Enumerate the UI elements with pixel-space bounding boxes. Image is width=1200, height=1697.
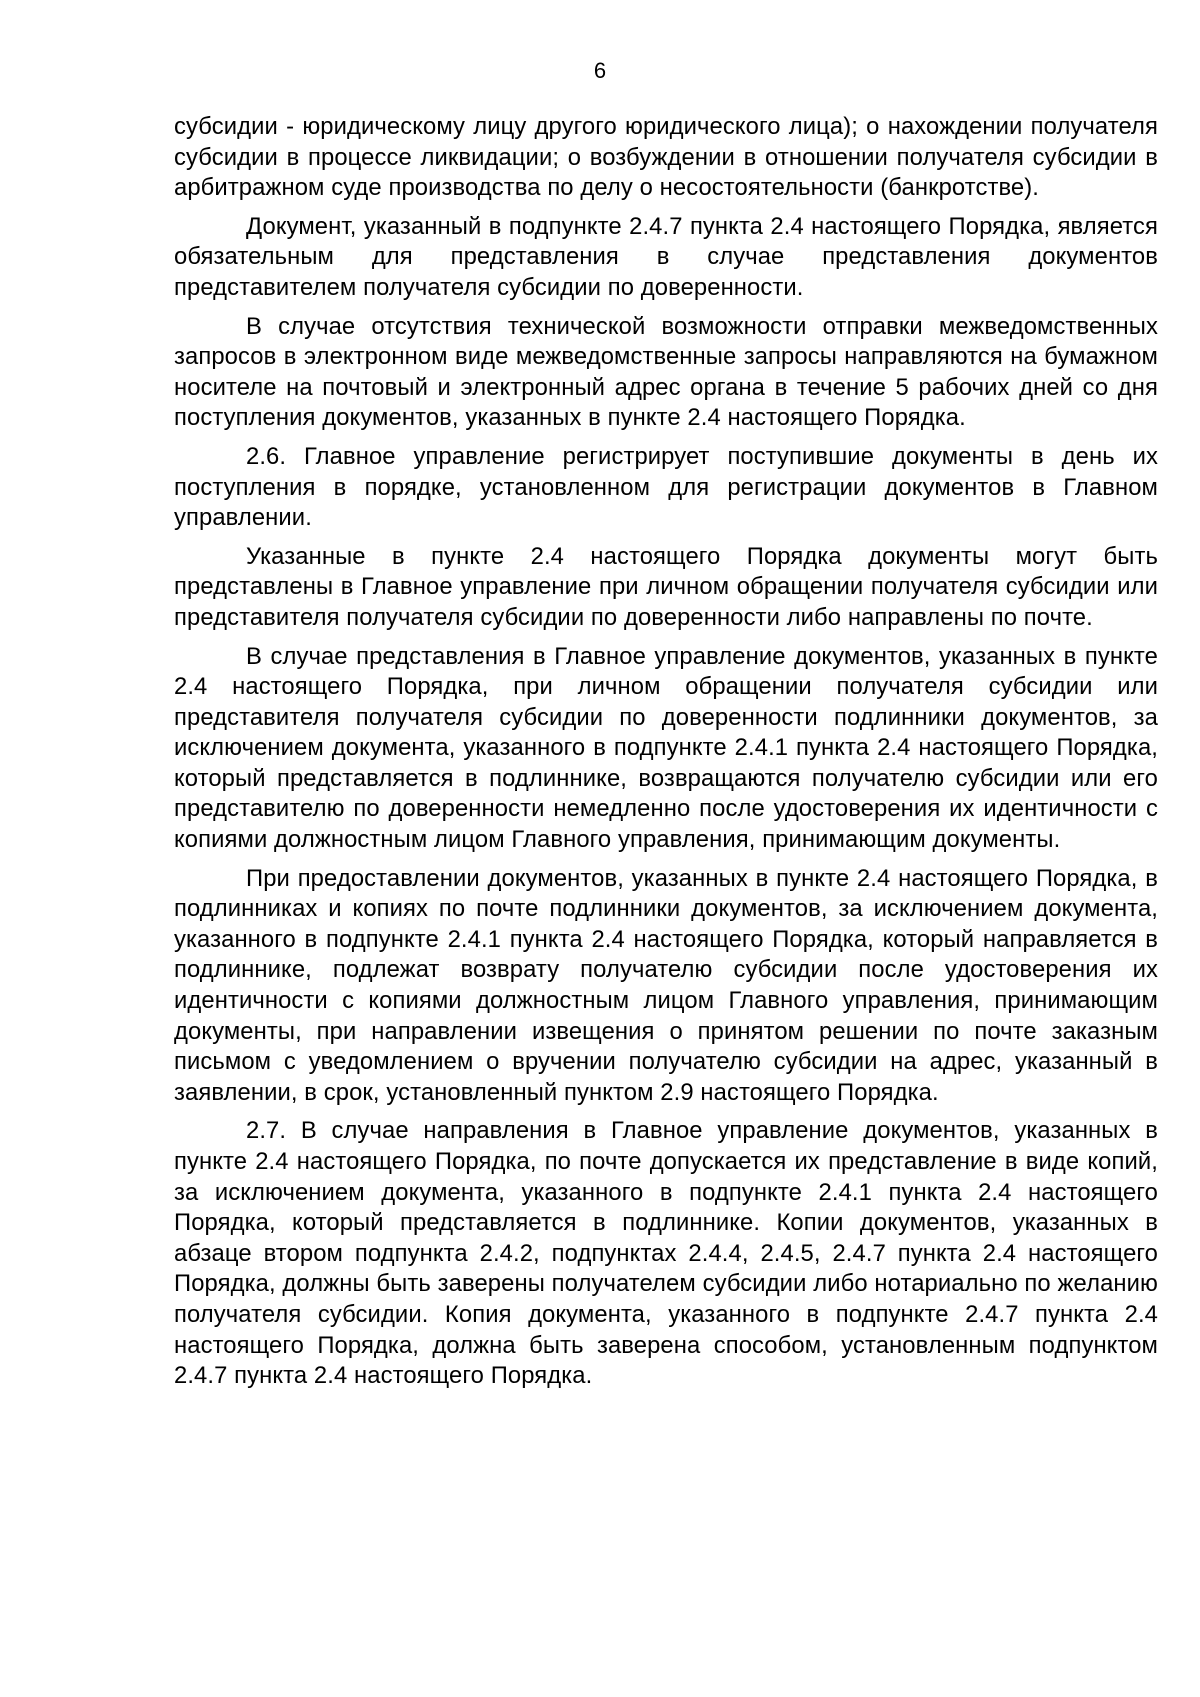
paragraph-submission-methods: Указанные в пункте 2.4 настоящего Порядка документы могут быть представлены в Главное управление при личном обращении получателя субсидии или представителя получателя субсидии по доверенности либо направлены по почте. xyxy=(174,542,1158,631)
document-body xyxy=(174,112,1158,1400)
paragraph-continuation: субсидии - юридическому лицу другого юридического лица); о нахождении получателя субсидии в процессе ликвидации; о возбуждении в отношении получателя субсидии в арбитражном суде производства по делу о несостоятельности (банкротстве). xyxy=(174,113,1158,202)
paragraph-2-6-registration: 2.6. Главное управление регистрирует поступившие документы в день их поступления в порядке, установленном для регистрации документов в Главном управлении. xyxy=(174,442,1158,532)
page-number: 6 xyxy=(593,58,607,83)
paragraph-interagency-requests: В случае отсутствия технической возможности отправки межведомственных запросов в электронном виде межведомственные запросы направляются на бумажном носителе на почтовый и электронный адрес органа в течение 5 рабочих дней со дня поступления документов, указанных в пункте 2.4 настоящего Порядка. xyxy=(174,312,1158,432)
paragraph-2-7-copies: 2.7. В случае направления в Главное управление документов, указанных в пункте 2.4 настоящего Порядка, по почте допускается их представление в виде копий, за исключением документа, указанного в подпункте 2.4.1 пункта 2.4 настоящего Порядка, который представляется в подлиннике. Копии документов, указанных в абзаце втором подпункта 2.4.2, подпунктах 2.4.4, 2.4.5, 2.4.7 пункта 2.4 настоящего Порядка, должны быть заверены получателем субсидии либо нотариально по желанию получателя субсидии. Копия документа, указанного в подпункте 2.4.7 пункта 2.4 настоящего Порядка, должна быть заверена способом, установленным подпунктом 2.4.7 пункта 2.4 настоящего Порядка. xyxy=(174,1117,1158,1390)
paragraph-personal-submission: В случае представления в Главное управление документов, указанных в пункте 2.4 настоящего Порядка, при личном обращении получателя субсидии или представителя получателя субсидии по доверенности подлинники документов, за исключением документа, указанного в подпункте 2.4.1 пункта 2.4 настоящего Порядка, который представляется в подлиннике, возвращаются получателю субсидии или его представителю по доверенности немедленно после удостоверения их идентичности с копиями должностным лицом Главного управления, принимающим документы. xyxy=(174,642,1158,854)
paragraph-power-of-attorney-document: Документ, указанный в подпункте 2.4.7 пункта 2.4 настоящего Порядка, является обязательным для представления в случае представления документов представителем получателя субсидии по доверенности. xyxy=(174,212,1158,301)
paragraph-postal-submission: При предоставлении документов, указанных в пункте 2.4 настоящего Порядка, в подлинниках и копиях по почте подлинники документов, за исключением документа, указанного в подпункте 2.4.1 пункта 2.4 настоящего Порядка, который направляется в подлиннике, подлежат возврату получателю субсидии после удостоверения их идентичности с копиями должностным лицом Главного управления, принимающим документы, при направлении извещения о принятом решении по почте заказным письмом с уведомлением о вручении получателю субсидии на адрес, указанный в заявлении, в срок, установленный пунктом 2.9 настоящего Порядка. xyxy=(174,864,1158,1106)
